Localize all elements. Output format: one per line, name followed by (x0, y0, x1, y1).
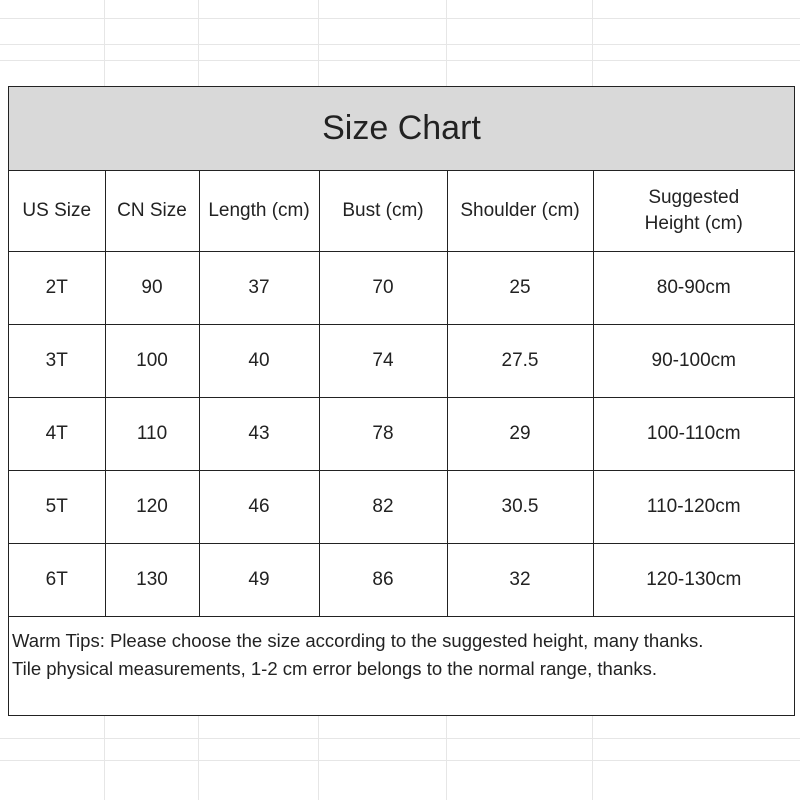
cell-shoulder: 32 (447, 544, 593, 617)
size-chart (8, 86, 795, 716)
cell-bust: 86 (319, 544, 447, 617)
cell-length: 43 (199, 398, 319, 471)
cell-cn-size: 120 (105, 471, 199, 544)
column-header-bust: Bust (cm) (319, 171, 447, 252)
warm-tips-line: Warm Tips: Please choose the size according to the suggested height, many thanks. (12, 630, 704, 651)
cell-cn-size: 100 (105, 325, 199, 398)
cell-bust: 82 (319, 471, 447, 544)
cell-bust: 74 (319, 325, 447, 398)
warm-tips (9, 617, 794, 715)
cell-us-size: 3T (9, 325, 105, 398)
column-header-suggested-height: Suggested Height (cm) (593, 171, 794, 252)
column-header-us-size: US Size (9, 171, 105, 252)
column-header-shoulder: Shoulder (cm) (447, 171, 593, 252)
cell-shoulder: 25 (447, 252, 593, 325)
cell-length: 37 (199, 252, 319, 325)
background-gridline (0, 738, 800, 739)
cell-us-size: 4T (9, 398, 105, 471)
background-gridline (0, 60, 800, 61)
cell-suggested-height: 120-130cm (593, 544, 794, 617)
cell-length: 49 (199, 544, 319, 617)
cell-cn-size: 110 (105, 398, 199, 471)
table-row (9, 325, 794, 398)
table-row (9, 471, 794, 544)
cell-bust: 70 (319, 252, 447, 325)
table-row (9, 544, 794, 617)
column-header-length: Length (cm) (199, 171, 319, 252)
cell-shoulder: 30.5 (447, 471, 593, 544)
table-row (9, 398, 794, 471)
table-row (9, 252, 794, 325)
table-header-row (9, 171, 794, 252)
size-table (9, 171, 794, 617)
cell-us-size: 6T (9, 544, 105, 617)
cell-cn-size: 130 (105, 544, 199, 617)
cell-us-size: 2T (9, 252, 105, 325)
background-gridline (0, 18, 800, 19)
cell-suggested-height: 80-90cm (593, 252, 794, 325)
cell-suggested-height: 100-110cm (593, 398, 794, 471)
cell-suggested-height: 110-120cm (593, 471, 794, 544)
cell-suggested-height: 90-100cm (593, 325, 794, 398)
chart-title: Size Chart (9, 87, 794, 171)
cell-cn-size: 90 (105, 252, 199, 325)
cell-bust: 78 (319, 398, 447, 471)
cell-length: 40 (199, 325, 319, 398)
background-gridline (0, 44, 800, 45)
cell-us-size: 5T (9, 471, 105, 544)
warm-tips-line: Tile physical measurements, 1-2 cm error belongs to the normal range, thanks. (12, 658, 658, 679)
column-header-cn-size: CN Size (105, 171, 199, 252)
background-gridline (0, 760, 800, 761)
cell-length: 46 (199, 471, 319, 544)
cell-shoulder: 27.5 (447, 325, 593, 398)
cell-shoulder: 29 (447, 398, 593, 471)
